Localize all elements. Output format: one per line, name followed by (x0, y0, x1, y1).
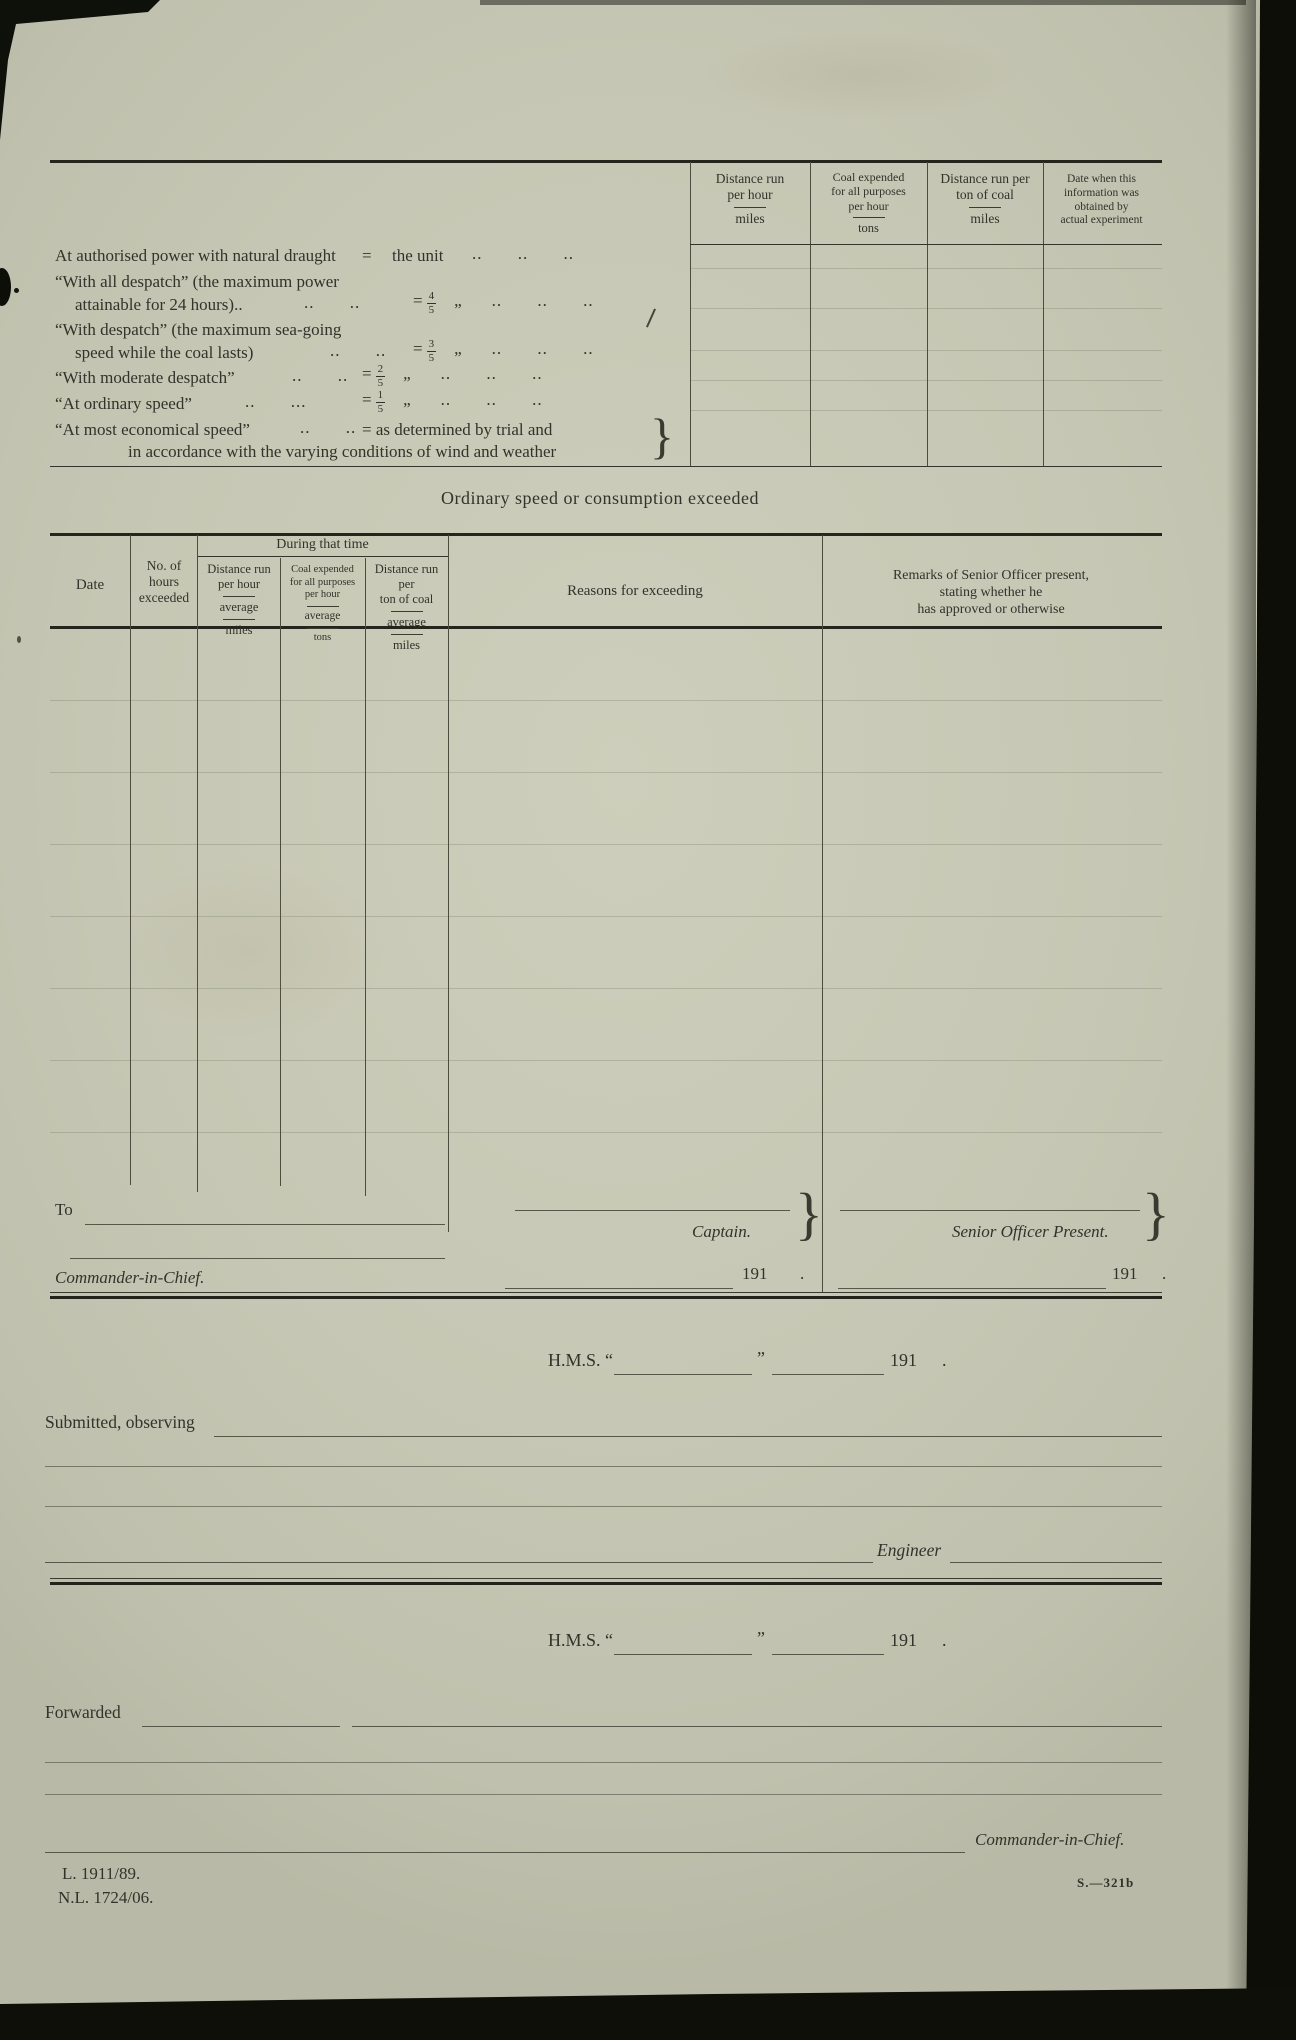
col1-unit: miles (735, 211, 765, 227)
row6-brace: } (650, 408, 674, 464)
faint-body-line (50, 1060, 1162, 1061)
ink-blot (0, 268, 11, 306)
senior-year-period: . (1162, 1264, 1167, 1283)
blank-line (70, 1258, 445, 1259)
table1-col3-header (929, 171, 1041, 228)
t2-vline-sub2 (365, 558, 366, 1196)
t1-row6-eq (362, 420, 552, 440)
t1-row5-eq-group (362, 390, 543, 415)
col2-unit: tons (858, 221, 879, 236)
blank-line (45, 1762, 1162, 1763)
faint-row-line (690, 410, 1162, 411)
t1-row2-label1: “With all despatch” (the maximum power (55, 272, 339, 291)
fraction-three-fifths: $\frac{3}{5}$ (428, 338, 435, 364)
sub1-title-line: Distance run (207, 562, 271, 576)
fraction-one-fifth: $\frac{1}{5}$ (377, 389, 384, 415)
eq-sign: = (413, 339, 423, 358)
t1-row2-middots: .. .. (304, 293, 361, 312)
senior-date-line (838, 1288, 1106, 1289)
t1-row2-eq-group (413, 291, 594, 316)
table1-header-rule (690, 244, 1162, 245)
captain-signature-line (515, 1210, 790, 1211)
table2-top-rule (50, 533, 1162, 536)
table1-bottom-rule (50, 466, 1162, 467)
t1-row4-middots: .. .. (292, 366, 349, 385)
t1-row3-eq-group (413, 339, 594, 364)
t1-row2-dots: .. .. .. (491, 291, 594, 310)
engineer-post-line (950, 1562, 1162, 1563)
pen-mark (646, 308, 656, 327)
hms2-prefix (548, 1630, 613, 1651)
hours-line: No. of (146, 558, 182, 573)
open-quote: “ (605, 1630, 614, 1650)
captain-year-period: . (800, 1264, 805, 1283)
col1-title-line: per hour (727, 187, 773, 203)
blank-line (45, 1794, 1162, 1795)
header-bar (734, 207, 766, 208)
to-blank-line (85, 1224, 445, 1225)
header-bar (223, 619, 255, 620)
remarks-line: stating whether he (939, 584, 1043, 600)
sub3-unit: miles (392, 638, 421, 652)
faint-body-line (50, 988, 1162, 989)
table1-vline-2 (810, 162, 811, 466)
remarks-line: has approved or otherwise (917, 601, 1065, 617)
t2-vline-reasons (448, 535, 449, 1232)
ditto-mark: „ (454, 291, 462, 310)
t1-row3-middots: .. .. (330, 341, 387, 360)
faint-row-line (690, 308, 1162, 309)
commander-in-chief-label: Commander-in-Chief. (55, 1268, 205, 1287)
t1-row3-label1: “With despatch” (the maximum sea-going (55, 320, 342, 339)
sub1-col-header (199, 562, 279, 638)
eq-sign: = (362, 390, 372, 409)
hms2-date-line (772, 1654, 884, 1655)
col3-title-line: ton of coal (956, 187, 1014, 203)
table1-vline-4 (1043, 162, 1044, 466)
sub1-title-line: per hour (218, 577, 260, 591)
form-reference-2: N.L. 1724/06. (58, 1888, 154, 1907)
page-edge-top (480, 0, 1246, 5)
faint-row-line (690, 350, 1162, 351)
page-edge-right-shadow (1226, 0, 1256, 2040)
col4-title-line: obtained by (1074, 200, 1129, 213)
sub2-title-line: Coal expended (291, 564, 354, 575)
paper-stain (110, 860, 390, 1040)
hms2-year: 191 (890, 1630, 917, 1650)
sub2-average: average (304, 609, 341, 622)
to-label: To (55, 1200, 73, 1219)
faint-body-line (50, 772, 1162, 773)
t1-row1-eq: = (362, 246, 372, 265)
t1-row6-label2: in accordance with the varying conditions of wind and weather (128, 442, 557, 461)
faint-row-line (690, 268, 1162, 269)
senior-signature-line (840, 1210, 1140, 1211)
captain-date-line (505, 1288, 733, 1289)
t1-row1-dots: .. .. .. (472, 244, 574, 263)
forwarded-label: Forwarded (45, 1702, 121, 1722)
hms1-prefix (548, 1350, 613, 1371)
table1-vline-1 (690, 162, 691, 466)
paper-stain (700, 30, 1020, 120)
printer-plate-number: S.—321b (1077, 1875, 1135, 1890)
header-bar (307, 606, 339, 607)
col3-unit: miles (970, 211, 1000, 227)
sub3-title-line: Distance run per (374, 562, 439, 591)
sub2-title-line: for all purposes (289, 576, 356, 588)
hours-col-header (131, 558, 197, 607)
engineer-pre-line (45, 1562, 873, 1563)
sub1-average: average (219, 600, 259, 614)
t1-row3-label2: speed while the coal lasts) (75, 343, 254, 362)
hms2-close-quote: ” (757, 1628, 765, 1648)
col2-title-line: per hour (848, 198, 889, 213)
speck (17, 636, 21, 643)
hours-line: exceeded (138, 590, 190, 606)
senior-brace: } (1142, 1181, 1170, 1246)
blank-line (45, 1506, 1162, 1507)
hms1-close-quote: ” (757, 1348, 765, 1368)
t1-row1-label: At authorised power with natural draught (55, 246, 336, 265)
form-reference-1: L. 1911/89. (62, 1864, 141, 1883)
table1-col4-header (1045, 173, 1158, 228)
col3-title-line: Distance run per (940, 171, 1030, 186)
t1-row5-dots: .. .. .. (440, 390, 543, 409)
forwarded-blank-line (142, 1726, 340, 1727)
col2-title-line: for all purposes (831, 184, 906, 199)
t1-row5-middots: .. ... (245, 392, 307, 411)
col1-title-line: Distance run (715, 171, 785, 186)
captain-brace: } (795, 1181, 823, 1246)
header-bar (969, 207, 1001, 208)
table2-bottom-rule (50, 1292, 1162, 1299)
table1-col1-header (692, 171, 808, 228)
t1-row5-label: “At ordinary speed” (55, 394, 192, 413)
ditto-mark: „ (454, 339, 462, 358)
during-underline (197, 556, 448, 557)
hours-line: hours (149, 574, 179, 590)
open-quote: “ (605, 1350, 614, 1370)
col4-title-line: information was (1063, 186, 1140, 199)
during-that-time-header: During that time (276, 537, 369, 552)
date-col-header: Date (75, 577, 105, 593)
sub3-title-line: ton of coal (379, 592, 434, 606)
t1-row4-eq-group (362, 364, 543, 389)
sub2-title-line: per hour (304, 589, 341, 601)
t1-row6-value: as determined by trial and (375, 420, 553, 439)
remarks-col-header (824, 568, 1158, 618)
section-divider-rule (50, 1578, 1162, 1585)
submitted-observing-label: Submitted, observing (45, 1412, 195, 1432)
hms-text: H.M.S. (548, 1630, 601, 1650)
t1-row4-label: “With moderate despatch” (55, 368, 235, 387)
header-bar (391, 634, 423, 635)
faint-row-line (690, 380, 1162, 381)
header-bar (391, 611, 423, 612)
t1-row3-dots: .. .. .. (491, 339, 594, 358)
captain-year: 191 (742, 1264, 768, 1283)
hms1-year: 191 (890, 1350, 917, 1370)
ditto-mark: „ (403, 390, 411, 409)
t1-row1-value: the unit (392, 246, 444, 265)
sub2-unit: tons (313, 631, 332, 643)
hms2-ship-name-line (614, 1654, 752, 1655)
t1-row2-label2: attainable for 24 hours).. (75, 295, 243, 314)
captain-label: Captain. (692, 1222, 752, 1241)
header-bar (223, 596, 255, 597)
sub1-unit: miles (225, 623, 253, 637)
commander-signature-line (45, 1852, 965, 1853)
col2-title-line: Coal expended (832, 170, 905, 184)
hms1-ship-name-line (614, 1374, 752, 1375)
fraction-four-fifths: $\frac{4}{5}$ (428, 290, 435, 316)
header-bar (853, 217, 885, 218)
t1-row6-label: “At most economical speed” (55, 420, 250, 439)
t2-vline-hours (197, 535, 198, 1192)
t2-vline-sub1 (280, 558, 281, 1186)
faint-body-line (50, 700, 1162, 701)
page-edge-top-left (0, 0, 220, 140)
t1-row6-middots: .. .. (300, 418, 357, 437)
table2-title: Ordinary speed or consumption exceeded (441, 488, 759, 508)
col4-title-line: actual experiment (1060, 214, 1143, 227)
table1-vline-3 (927, 162, 928, 466)
faint-body-line (50, 844, 1162, 845)
page-edge-bottom (0, 1988, 1296, 2040)
sub3-col-header (367, 562, 446, 653)
hms-text: H.M.S. (548, 1350, 601, 1370)
ditto-mark: „ (403, 364, 411, 383)
hms1-period: . (942, 1350, 947, 1370)
header-bar (307, 628, 339, 629)
submitted-blank-line (214, 1436, 1162, 1437)
table1-col2-header (812, 170, 925, 236)
sub3-average: average (387, 615, 426, 629)
table1-top-rule (50, 160, 1162, 163)
remarks-line: Remarks of Senior Officer present, (892, 568, 1090, 583)
reasons-col-header: Reasons for exceeding (567, 583, 703, 599)
engineer-label: Engineer (877, 1540, 942, 1560)
t2-vline-date (130, 535, 131, 1185)
eq-sign: = (362, 364, 372, 383)
col4-title-line: Date when this (1067, 173, 1136, 185)
eq-sign: = (362, 420, 372, 439)
faint-body-line (50, 916, 1162, 917)
blank-line (45, 1466, 1162, 1467)
forwarded-blank-line-2 (352, 1726, 1162, 1727)
faint-body-line (50, 1132, 1162, 1133)
sub2-col-header (282, 564, 363, 644)
eq-sign: = (413, 291, 423, 310)
ink-dot (14, 288, 19, 293)
t2-vline-remarks (822, 535, 823, 1292)
commander-in-chief-label-2: Commander-in-Chief. (975, 1830, 1125, 1849)
fraction-two-fifths: $\frac{2}{5}$ (377, 363, 384, 389)
hms1-date-line (772, 1374, 884, 1375)
senior-year: 191 (1112, 1264, 1138, 1283)
senior-officer-label: Senior Officer Present. (952, 1222, 1109, 1241)
t1-row4-dots: .. .. .. (440, 364, 543, 383)
hms2-period: . (942, 1630, 947, 1650)
